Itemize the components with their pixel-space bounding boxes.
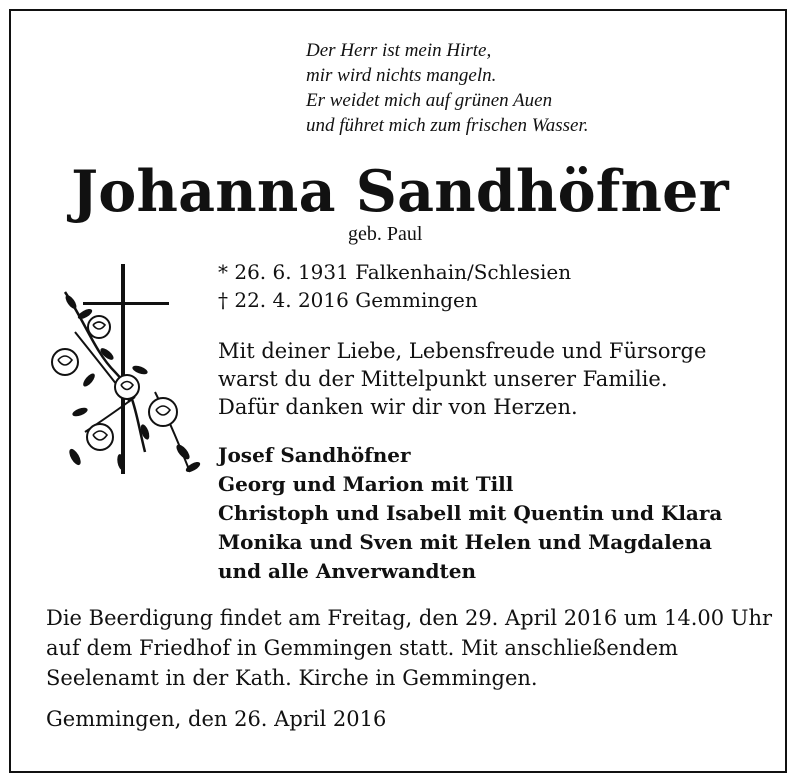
mourner-entry: Josef Sandhöfner xyxy=(218,443,411,467)
mourner-entry: Christoph und Isabell mit Quentin und Klara xyxy=(218,501,723,525)
psalm-line: Er weidet mich auf grünen Auen xyxy=(306,90,553,111)
place-date: Gemmingen, den 26. April 2016 xyxy=(46,707,387,731)
funeral-line: auf dem Friedhof in Gemmingen statt. Mit anschließendem xyxy=(46,636,679,660)
tribute-text xyxy=(218,337,706,421)
tribute-line: Mit deiner Liebe, Lebensfreude und Fürsorge xyxy=(218,339,707,363)
funeral-line: Die Beerdigung findet am Freitag, den 29. April 2016 um 14.00 Uhr xyxy=(46,606,773,630)
life-dates xyxy=(218,258,571,314)
maiden-name: geb. Paul xyxy=(348,223,423,245)
tribute-line: Dafür danken wir dir von Herzen. xyxy=(218,395,578,419)
birth-date: * 26. 6. 1931 Falkenhain/Schlesien xyxy=(218,260,572,284)
funeral-line: Seelenamt in der Kath. Kirche in Gemmingen. xyxy=(46,666,538,690)
mourners-list xyxy=(218,441,722,586)
death-date: † 22. 4. 2016 Gemmingen xyxy=(218,288,478,312)
mourner-entry: Monika und Sven mit Helen und Magdalena xyxy=(218,530,713,554)
mourner-entry: und alle Anverwandten xyxy=(218,559,477,583)
deceased-name: Johanna Sandhöfner xyxy=(71,158,729,225)
cross-with-roses-icon xyxy=(45,262,205,487)
psalm-quote xyxy=(306,38,589,138)
psalm-line: und führet mich zum frischen Wasser. xyxy=(306,115,589,136)
tribute-line: warst du der Mittelpunkt unserer Familie. xyxy=(218,367,668,391)
psalm-line: Der Herr ist mein Hirte, xyxy=(306,40,492,61)
funeral-notice xyxy=(46,603,772,693)
psalm-line: mir wird nichts mangeln. xyxy=(306,65,497,86)
mourner-entry: Georg und Marion mit Till xyxy=(218,472,514,496)
